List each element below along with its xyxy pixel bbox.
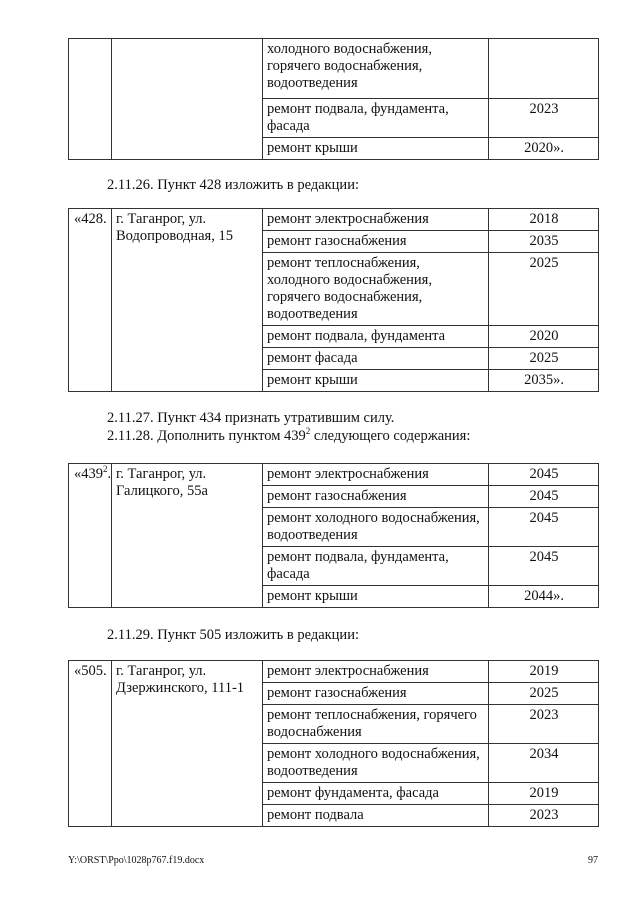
year-cell: 2025 xyxy=(489,253,599,326)
work-cell: ремонт электроснабжения xyxy=(263,464,489,486)
work-cell: ремонт подвала, фундамента xyxy=(263,326,489,348)
year-cell: 2023 xyxy=(489,705,599,744)
year-cell: 2019 xyxy=(489,783,599,805)
number-cell xyxy=(69,39,112,160)
table-item-428 xyxy=(68,208,599,392)
work-cell: ремонт крыши xyxy=(263,586,489,608)
work-cell: ремонт газоснабжения xyxy=(263,231,489,253)
year-cell: 2045 xyxy=(489,547,599,586)
address-cell: г. Таганрог, ул. Дзержинского, 111-1 xyxy=(112,661,263,827)
work-cell: ремонт газоснабжения xyxy=(263,683,489,705)
work-cell: ремонт фундамента, фасада xyxy=(263,783,489,805)
year-cell: 2045 xyxy=(489,486,599,508)
table-row xyxy=(69,209,599,231)
year-cell: 2045 xyxy=(489,464,599,486)
footer-file-path: Y:\ORST\Ppo\1028p767.f19.docx xyxy=(68,855,205,866)
year-cell: 2023 xyxy=(489,805,599,827)
footer-page-number: 97 xyxy=(588,855,598,866)
year-cell: 2034 xyxy=(489,744,599,783)
work-cell: ремонт подвала, фундамента, фасада xyxy=(263,99,489,138)
table-row xyxy=(69,661,599,683)
work-cell: ремонт подвала xyxy=(263,805,489,827)
number-text: «439 xyxy=(74,466,103,482)
table-item-439-2 xyxy=(68,463,599,608)
table-row xyxy=(69,464,599,486)
address-cell: г. Таганрог, ул. Галицкого, 55а xyxy=(112,464,263,608)
year-cell: 2023 xyxy=(489,99,599,138)
year-cell xyxy=(489,39,599,99)
number-cell xyxy=(69,464,112,608)
work-cell: ремонт теплоснабжения, холодного водоснабжения, горячего водоснабжения, водоотведения xyxy=(263,253,489,326)
work-cell: ремонт крыши xyxy=(263,138,489,160)
year-cell: 2044». xyxy=(489,586,599,608)
year-cell: 2019 xyxy=(489,661,599,683)
paragraph-2-11-26: 2.11.26. Пункт 428 изложить в редакции: xyxy=(107,177,359,193)
year-cell: 2020 xyxy=(489,326,599,348)
table-item-505 xyxy=(68,660,599,827)
year-cell: 2035». xyxy=(489,370,599,392)
number-text: . xyxy=(107,466,112,482)
work-cell: ремонт теплоснабжения, горячего водоснабжения xyxy=(263,705,489,744)
address-cell xyxy=(112,39,263,160)
table-row xyxy=(69,39,599,99)
work-cell: ремонт электроснабжения xyxy=(263,661,489,683)
number-cell: «505. xyxy=(69,661,112,827)
superscript: 2 xyxy=(103,464,108,475)
address-cell: г. Таганрог, ул. Водопроводная, 15 xyxy=(112,209,263,392)
paragraph-2-11-27: 2.11.27. Пункт 434 признать утратившим силу. xyxy=(107,410,395,426)
work-cell: ремонт холодного водоснабжения, водоотведения xyxy=(263,508,489,547)
paragraph-text: следующего содержания: xyxy=(310,428,471,444)
work-cell: холодного водоснабжения, горячего водоснабжения, водоотведения xyxy=(263,39,489,99)
work-cell: ремонт крыши xyxy=(263,370,489,392)
year-cell: 2025 xyxy=(489,683,599,705)
work-cell: ремонт фасада xyxy=(263,348,489,370)
year-cell: 2045 xyxy=(489,508,599,547)
year-cell: 2035 xyxy=(489,231,599,253)
work-cell: ремонт электроснабжения xyxy=(263,209,489,231)
paragraph-text: 2.11.28. Дополнить пунктом 439 xyxy=(107,428,306,444)
year-cell: 2020». xyxy=(489,138,599,160)
superscript: 2 xyxy=(305,426,311,437)
number-cell: «428. xyxy=(69,209,112,392)
work-cell: ремонт газоснабжения xyxy=(263,486,489,508)
paragraph-2-11-28 xyxy=(107,428,470,445)
year-cell: 2018 xyxy=(489,209,599,231)
paragraph-2-11-29: 2.11.29. Пункт 505 изложить в редакции: xyxy=(107,627,359,643)
work-cell: ремонт холодного водоснабжения, водоотведения xyxy=(263,744,489,783)
work-cell: ремонт подвала, фундамента, фасада xyxy=(263,547,489,586)
year-cell: 2025 xyxy=(489,348,599,370)
table-continuation xyxy=(68,38,599,160)
